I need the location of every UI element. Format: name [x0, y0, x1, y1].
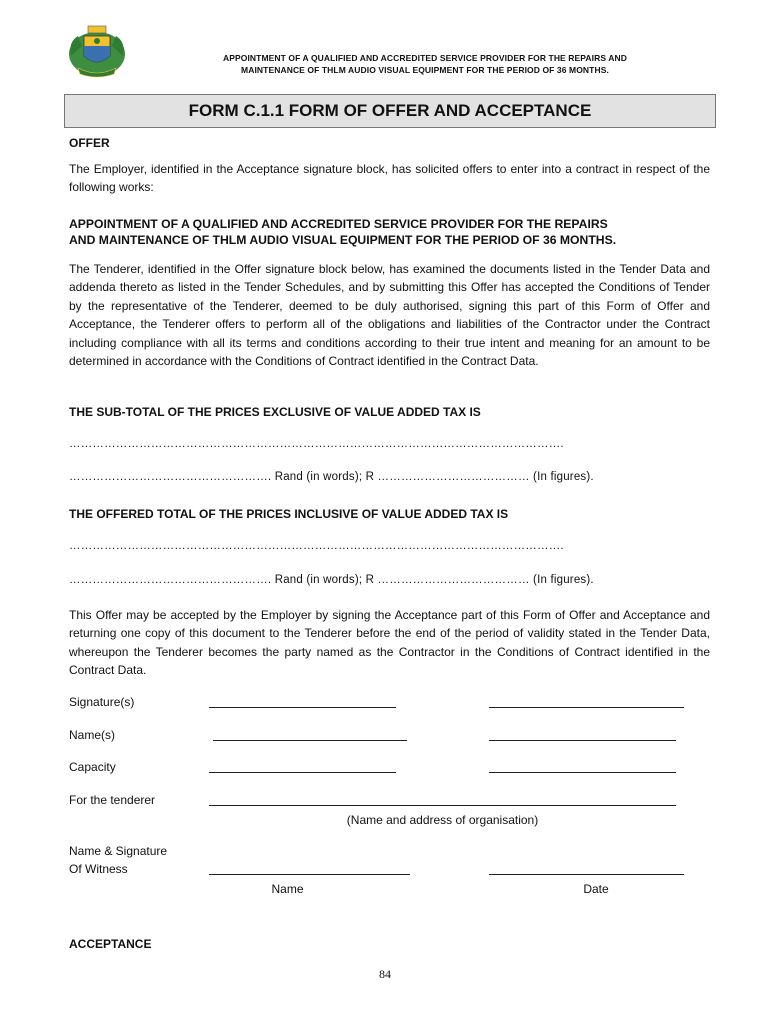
- witness-name-caption: Name: [271, 882, 304, 896]
- works-description: [69, 216, 710, 248]
- capacity-label: Capacity: [69, 760, 116, 774]
- names-label: Name(s): [69, 728, 116, 742]
- logo: [66, 24, 128, 80]
- offer-intro: The Employer, identified in the Acceptance signature block, has solicited offers to enter into a contract in respect of the following works:: [69, 162, 710, 195]
- tenderer-label: For the tenderer: [69, 793, 156, 807]
- acceptance-paragraph: This Offer may be accepted by the Employer by signing the Acceptance part of this Form of Offer and Acceptance and returning one copy of this document to the Tenderer before the end of the period of validity stated in the Tender Data, whereupon the Tenderer becomes the party named as the Contractor in the Conditions of Contract identified in the Contract Data.: [69, 608, 710, 678]
- subtotal-heading: THE SUB-TOTAL OF THE PRICES EXCLUSIVE OF VALUE ADDED TAX IS: [69, 405, 481, 419]
- works-line-1: APPOINTMENT OF A QUALIFIED AND ACCREDITED SERVICE PROVIDER FOR THE REPAIRS: [69, 217, 608, 231]
- subtotal-amount-line[interactable]: ……………………………………………………………………………………………………………….: [69, 438, 564, 450]
- header-line-2: MAINTENANCE OF THLM AUDIO VISUAL EQUIPMENT FOR THE PERIOD OF 36 MONTHS.: [241, 65, 609, 75]
- witness-label-1: Name & Signature: [69, 844, 168, 858]
- capacity-line-2[interactable]: [489, 772, 676, 773]
- organisation-line[interactable]: [209, 805, 676, 806]
- capacity-line-1[interactable]: [209, 772, 396, 773]
- total-amount-line[interactable]: ……………………………………………………………………………………………………………….: [69, 540, 564, 552]
- witness-date-caption: Date: [583, 882, 609, 896]
- signature-line-1[interactable]: [209, 707, 396, 708]
- name-line-1[interactable]: [213, 740, 407, 741]
- header-line-1: APPOINTMENT OF A QUALIFIED AND ACCREDITED SERVICE PROVIDER FOR THE REPAIRS AND: [222, 53, 628, 63]
- document-header: [160, 52, 690, 76]
- name-line-2[interactable]: [489, 740, 676, 741]
- acceptance-heading: ACCEPTANCE: [69, 937, 152, 951]
- subtotal-words-line[interactable]: ……………………………………………. Rand (in words); R ………………………………… (In figures).: [69, 471, 594, 483]
- works-line-2: AND MAINTENANCE OF THLM AUDIO VISUAL EQUIPMENT FOR THE PERIOD OF 36 MONTHS.: [69, 233, 617, 247]
- total-heading: THE OFFERED TOTAL OF THE PRICES INCLUSIVE OF VALUE ADDED TAX IS: [69, 507, 509, 521]
- witness-name-line[interactable]: [209, 874, 410, 875]
- organisation-caption: (Name and address of organisation): [346, 813, 539, 827]
- offer-heading: OFFER: [69, 136, 110, 150]
- witness-label-2: Of Witness: [69, 862, 128, 876]
- form-title: [64, 94, 716, 128]
- signatures-label: Signature(s): [69, 695, 135, 709]
- witness-date-line[interactable]: [489, 874, 684, 875]
- page-number: 84: [379, 967, 391, 981]
- total-words-line[interactable]: ……………………………………………. Rand (in words); R ………………………………… (In figures).: [69, 574, 594, 586]
- offer-body: The Tenderer, identified in the Offer signature block below, has examined the documents listed in the Tender Data and addenda thereto as listed in the Tender Schedules, and by submitting this Offer has accepted the Conditions of Tender by the representative of the Tenderer, deemed to be duly authorised, signing this part of this Form of Offer and Acceptance, the Tenderer offers to perform all of the obligations and liabilities of the Contractor under the Contract including compliance with all its terms and conditions according to their true intent and meaning for an amount to be determined in accordance with the Conditions of Contract identified in the Contract Data.: [69, 262, 710, 369]
- signature-line-2[interactable]: [489, 707, 684, 708]
- form-title-text: FORM C.1.1 FORM OF OFFER AND ACCEPTANCE: [188, 101, 592, 120]
- municipal-coat-of-arms-icon: [66, 24, 128, 80]
